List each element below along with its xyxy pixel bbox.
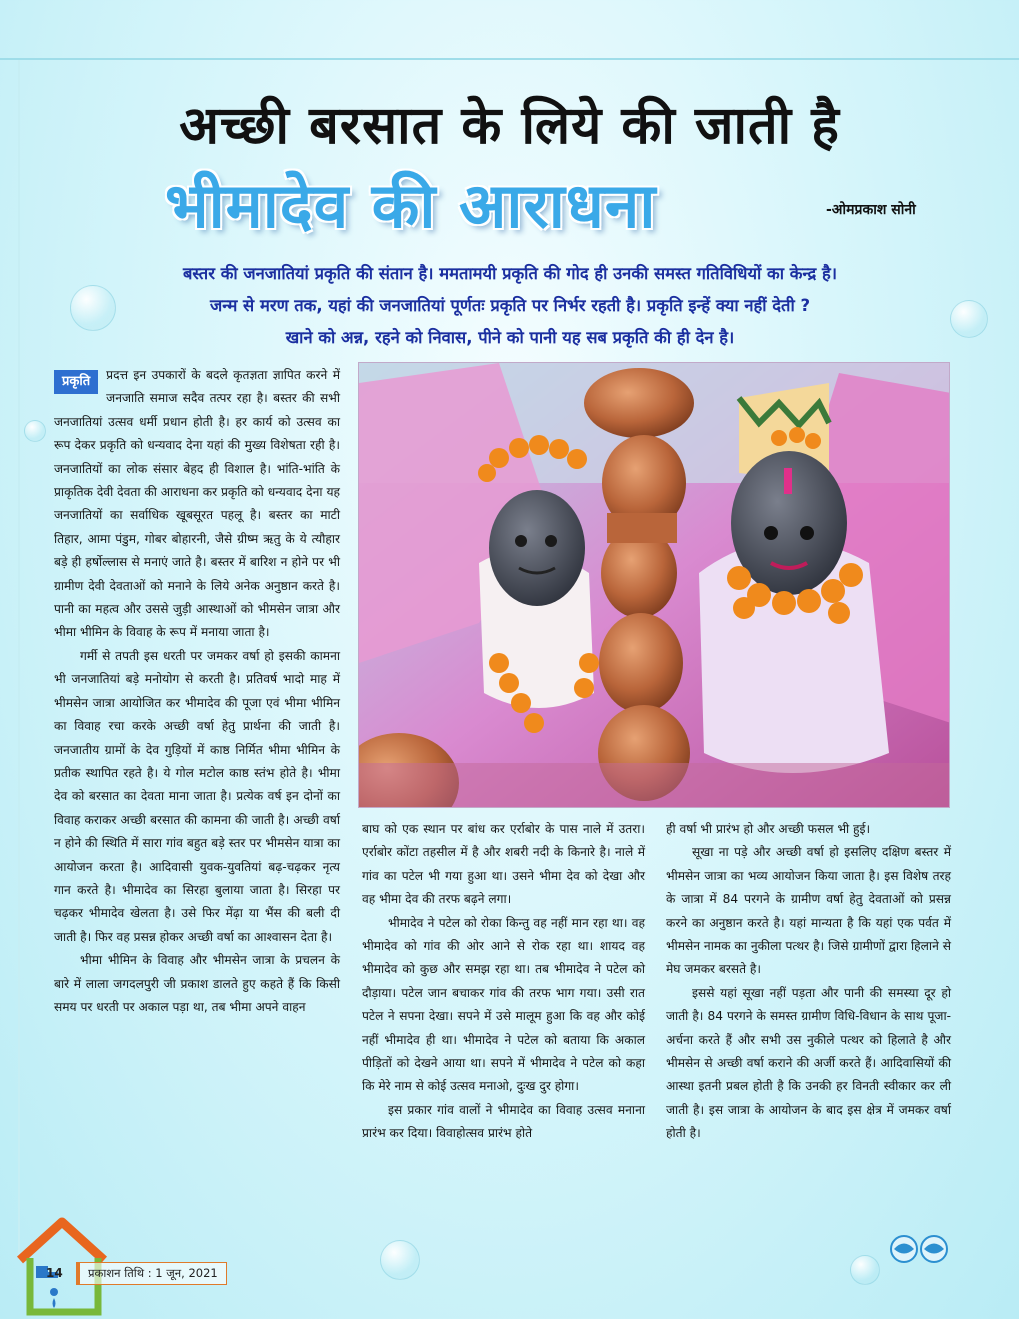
lead-line: जन्म से मरण तक, यहां की जनजातियां पूर्णतः प्रकृति पर निर्भर रहती है। प्रकृति इन्हें क्या नहीं देती ? xyxy=(209,296,811,315)
lead-line: खाने को अन्न, रहने को निवास, पीने को पानी यह सब प्रकृति की ही देन है। xyxy=(285,328,735,347)
lead-line: बस्तर की जनजातियां प्रकृति की संतान है। ममतामयी प्रकृति की गोद ही उनकी समस्त गतिविधियों का केन्द्र है। xyxy=(182,264,838,283)
article-paragraph: गर्मी से तपती इस धरती पर जमकर वर्षा हो इसकी कामना भी जनजातियां बड़े मनोयोग से करती है। प्रतिवर्ष भादो माह में भीमसेन जात्रा आयोजित कर भीमादेव की पूजा एवं भीमा भीमिन का विवाह रचा करके अच्छी वर्षा हेतु प्रार्थना की जाती है। जनजातीय ग्रामों के देव गुड़ियों में काष्ठ निर्मित भीमा भीमिन के प्रतीक स्थापित रहते है। ये गोल मटोल काष्ठ स्तंभ होते है। भीमा देव को बरसात का देवता माना जाता है। प्रत्येक वर्ष इन दोनों का विवाह कराकर अच्छी बरसात की कामना की जाती है। अच्छी वर्षा न होने की स्थिति में सारा गांव बहुत बड़े स्तर पर भीमसेन यात्रा का आयोजन करता है। आदिवासी युवक-युवतियां बढ़-चढ़कर नृत्य गान करते है। भीमादेव का सिरहा बुलाया जाता है। सिरहा पर चढ़कर भीमादेव खेलता है। उसे फिर मेंढ़ा या भैंस की बली दी जाती है। फिर वह प्रसन्न होकर अच्छी वर्षा का आश्वासन देता है। xyxy=(54,648,340,944)
decorative-bubble xyxy=(24,420,46,442)
author-byline: -ओमप्रकाश सोनी xyxy=(826,202,916,218)
article-paragraph xyxy=(54,364,340,645)
article-paragraph: बाघ को एक स्थान पर बांध कर एर्राबोर के पास नाले में उतरा। एर्राबोर कोंटा तहसील में है और शबरी नदी के किनारे है। नाले में गांव का पटेल भी गया हुआ था। उसने भीमा देव को देखा और वह भीमा देव की तरफ बढ़ने लगा। xyxy=(362,822,645,907)
article-paragraph: ही वर्षा भी प्रारंभ हो और अच्छी फसल भी हुई। xyxy=(666,822,871,836)
page-number: 14 xyxy=(46,1266,63,1280)
article-photo xyxy=(358,362,950,808)
article-paragraph: इस प्रकार गांव वालों ने भीमादेव का विवाह उत्सव मनाना प्रारंभ कर दिया। विवाहोत्सव प्रारंभ होते xyxy=(362,1102,645,1141)
lead-word-label: प्रकृति xyxy=(54,370,98,394)
article-title: भीमादेव की आराधना xyxy=(165,169,657,242)
decorative-bubble xyxy=(380,1240,420,1280)
article-paragraph: भीमा भीमिन के विवाह और भीमसेन जात्रा के प्रचलन के बारे में लाला जगदलपुरी जी प्रकाश डालते हुए कहते हैं कि किसी समय पर धरती पर अकाल पड़ा था, तब भीमा अपने वाहन xyxy=(54,953,340,1014)
lead-paragraph xyxy=(60,258,960,354)
article-column-2 xyxy=(362,818,645,1146)
publish-date: प्रकाशन तिथि : 1 जून, 2021 xyxy=(76,1262,227,1285)
paragraph-text: प्रदत्त इन उपकारों के बदले कृतज्ञता ज्ञापित करने में जनजाति समाज सदैव तत्पर रहा है। बस्तर की सभी जनजातियां उत्सव धर्मी प्रधान होती है। हर कार्य को उत्सव का रूप देकर प्रकृति को धन्यवाद देना यहां की मुख्य विशेषता रही है। जनजातियों का लोक संसार बेहद ही विशाल है। भांति-भांति के प्राकृतिक देवी देवता की आराधना कर प्रकृति को धन्यवाद देना यह जनजातियों का सर्वाधिक खूबसूरत पहलू है। बस्तर का माटी तिहार, आमा पंडुम, गोबर बोहारनी, जैसे ग्रीष्म ऋतु के ये त्यौहार बड़े ही हर्षोल्लास से मनाएं जाते है। बस्तर में बारिश न होने पर भी ग्रामीण देवी देवताओं को मनाने के लिये अनेक अनुष्ठान करते है। पानी का महत्व और उससे जुड़ी आस्थाओं को भीमसेन जात्रा और भीमा भीमिन के विवाह के रूप में मनाया जाता है। xyxy=(54,368,340,640)
article-paragraph: इससे यहां सूखा नहीं पड़ता और पानी की समस्या दूर हो जाती है। 84 परगने के समस्त ग्रामीण विधि-विधान के साथ पूजा-अर्चना करते हैं और सभी उस नुकीले पत्थर को हिलाते है और भीमसेन से अच्छी वर्षा कराने की अर्जी करते हैं। आदिवासियों की आस्था इतनी प्रबल होती है कि उनकी हर विनती स्वीकार कर ली जाती है। इस जात्रा के आयोजन के बाद इस क्षेत्र में जमकर वर्षा होती है। xyxy=(666,985,951,1141)
decorative-line xyxy=(18,60,20,1260)
article-headline: अच्छी बरसात के लिये की जाती है xyxy=(179,96,840,156)
article-column-1 xyxy=(54,364,340,1019)
top-rule xyxy=(0,58,1019,60)
shrine-photo-illustration xyxy=(359,363,950,808)
article-paragraph: सूखा ना पड़े और अच्छी वर्षा हो इसलिए दक्षिण बस्तर में भीमसेन जात्रा का भव्य आयोजन किया जाता है। इस विशेष तरह के जात्रा में 84 परगने के ग्रामीण वर्षा हेतु देवताओं को प्रसन्न करने का अनुष्ठान करते है। यहां मान्यता है कि यहां एक पर्वत में भीमसेन नामक का नुकीला पत्थर है। जिसे ग्रामीणों द्वारा हिलाने से मेघ जमकर बरसते है। xyxy=(666,845,952,977)
article-paragraph: भीमादेव ने पटेल को रोका किन्तु वह नहीं मान रहा था। वह भीमादेव को गांव की ओर आने से रोक रहा था। शायद वह भीमादेव को कुछ और समझ रहा था। तब भीमादेव ने पटेल को दौड़ाया। पटेल जान बचाकर गांव की तरफ भाग गया। उसी रात पटेल ने सपना देखा। सपने में उसे मालूम हुआ कि वह और कोई नहीं भीमादेव ही था। भीमादेव ने पटेल को बताया कि अकाल पीड़ितों को देखने आया था। सपने में भीमादेव ने पटेल को कहा कि मेरे नाम से कोई उत्सव मनाओ, दुःख दुर होगा। xyxy=(362,915,645,1094)
end-of-article-icon xyxy=(888,1234,952,1268)
decorative-bubble xyxy=(850,1255,880,1285)
article-column-3 xyxy=(666,818,951,1146)
